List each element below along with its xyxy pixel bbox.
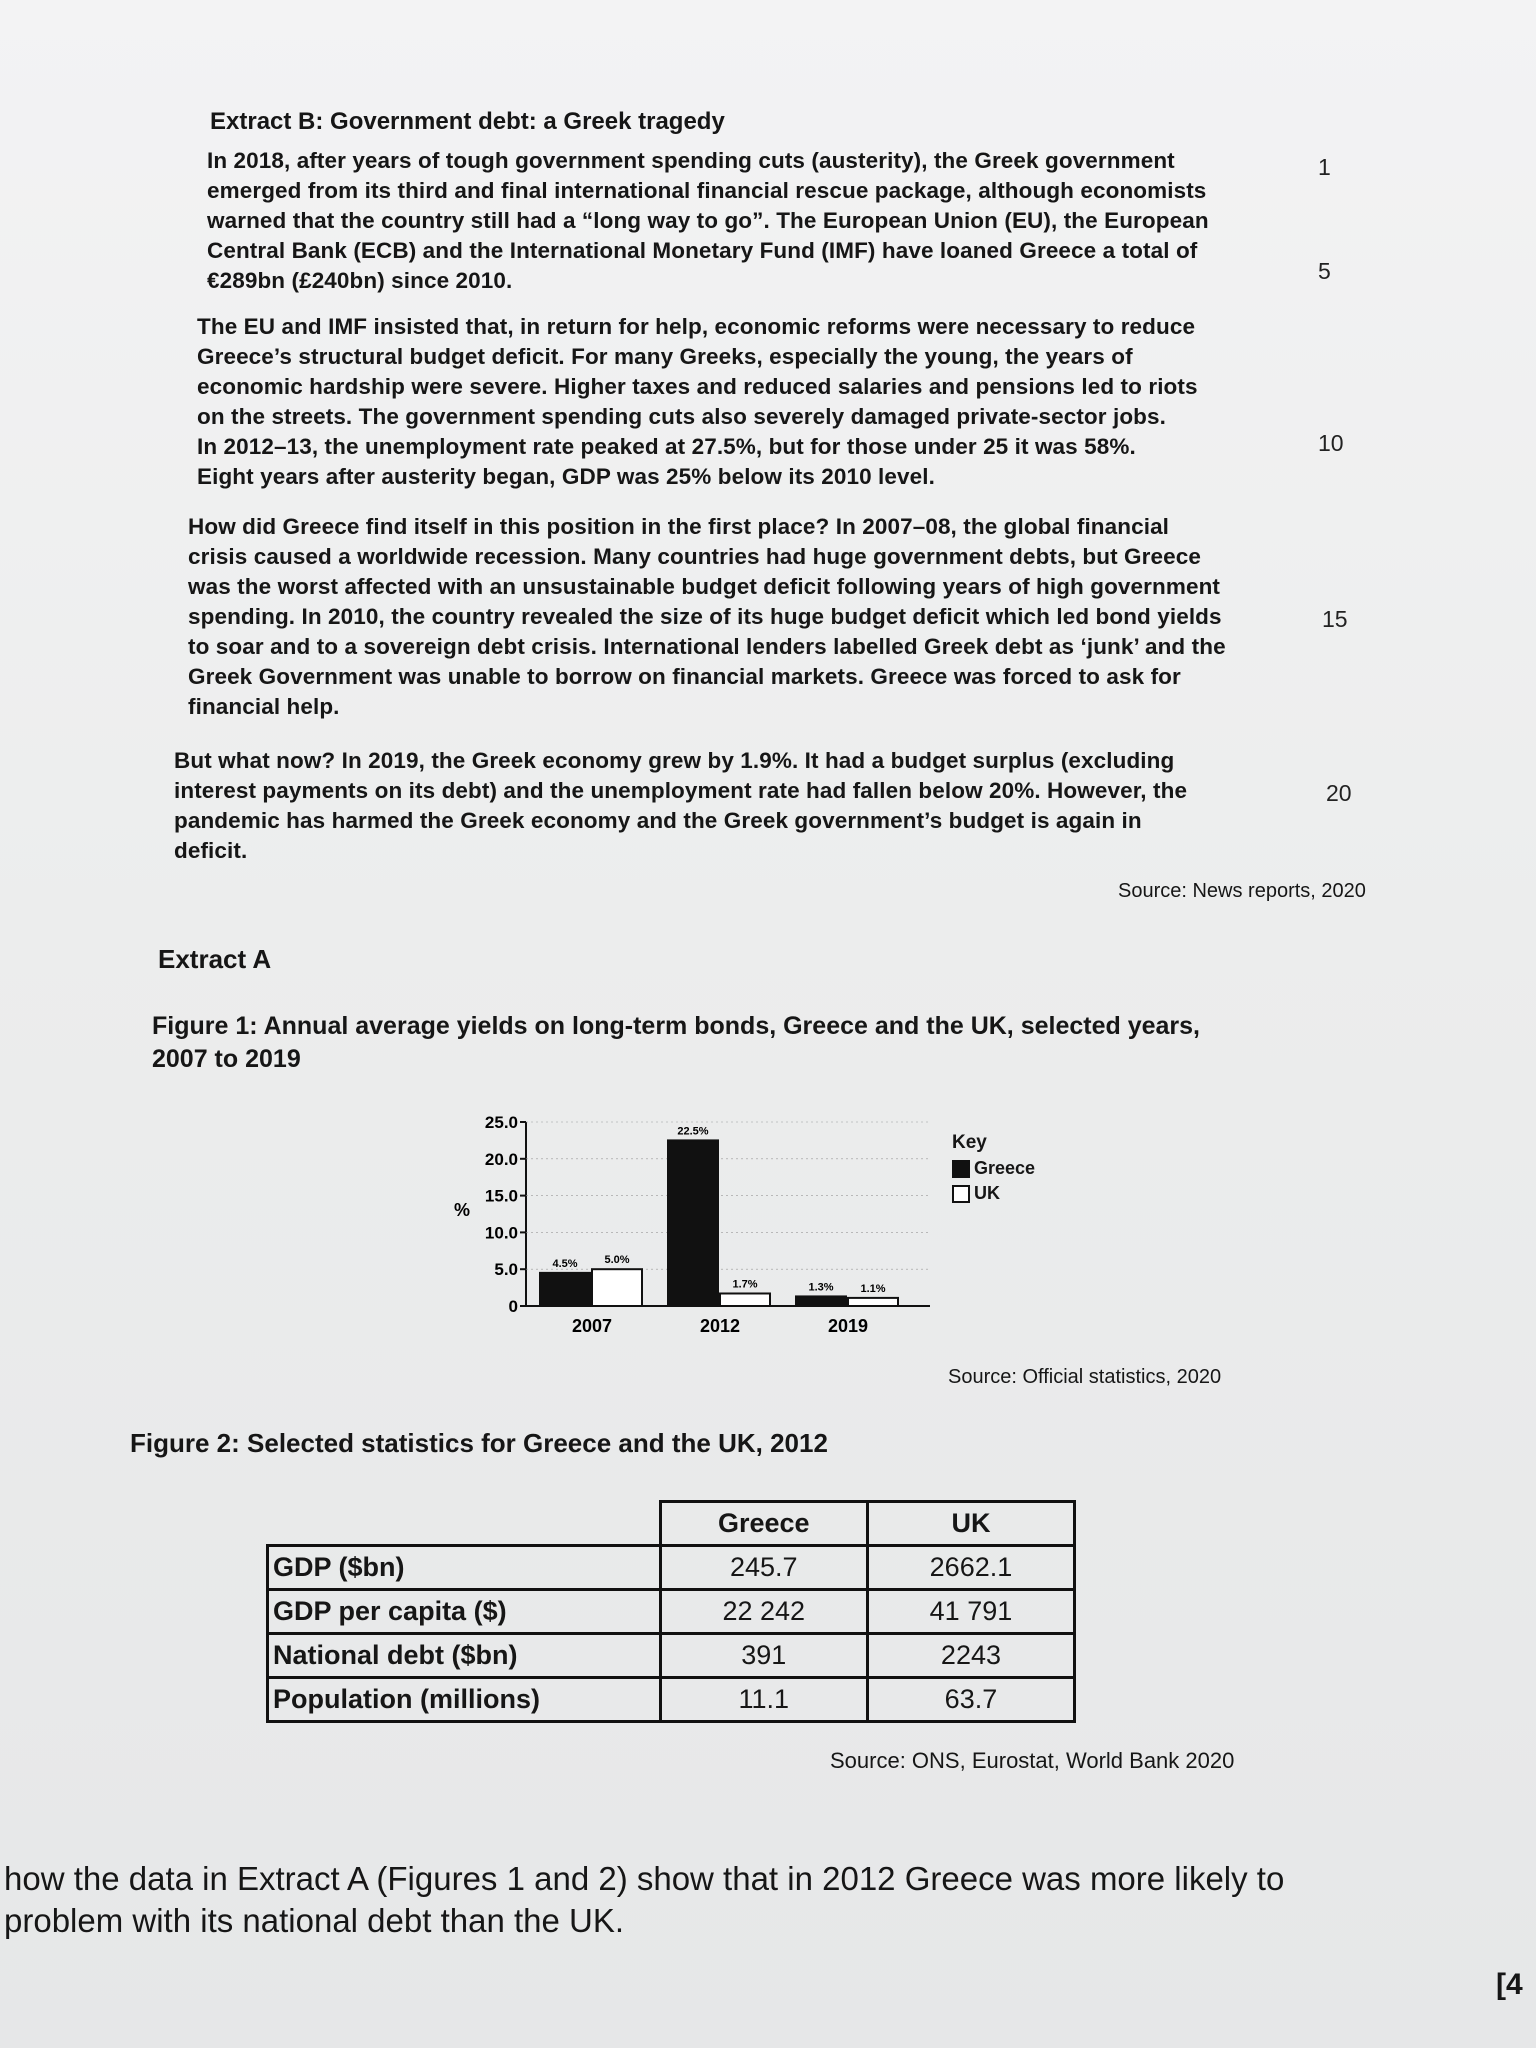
table-row <box>268 1678 1075 1722</box>
bar-greece-2007 <box>540 1273 590 1306</box>
bar-uk-2007 <box>592 1269 642 1306</box>
y-tick-label: 0 <box>508 1297 518 1316</box>
line-number-10: 10 <box>1318 430 1344 456</box>
figure-1-title: Figure 1: Annual average yields on long-term bonds, Greece and the UK, selected years, 2007 to 2019 <box>152 1012 1200 1073</box>
extract-b-source: Source: News reports, 2020 <box>1118 880 1366 902</box>
y-tick-label: 20.0 <box>484 1149 518 1169</box>
greece-value: 11.1 <box>660 1678 867 1722</box>
header-greece: Greece <box>660 1502 867 1546</box>
bond-yield-chart <box>440 1108 960 1338</box>
data-label: 1.3% <box>808 1281 834 1294</box>
bar-greece-2019 <box>796 1296 846 1306</box>
line-number-20: 20 <box>1326 780 1352 806</box>
extract-a-title: Extract A <box>158 944 272 974</box>
y-tick-label: 15.0 <box>484 1186 518 1206</box>
extract-b-paragraph-4: But what now? In 2019, the Greek economy grew by 1.9%. It had a budget surplus (excluding interest payments on its debt) and the unemployment rate had fallen below 20%. However, the pandemic has harmed the Greek economy and the Greek government’s budget is again in deficit. <box>174 748 1188 863</box>
chart-legend <box>952 1132 1035 1204</box>
data-label: 1.1% <box>860 1282 886 1295</box>
line-number-15: 15 <box>1322 606 1348 632</box>
data-label: 4.5% <box>552 1257 578 1270</box>
table-header-row <box>268 1502 1075 1546</box>
y-tick-label: 5.0 <box>494 1260 518 1280</box>
extract-b-paragraph-2: The EU and IMF insisted that, in return for help, economic reforms were necessary to reduce Greece’s structural budget deficit. For many Greeks, especially the young, the years of economic hardship were severe. Higher taxes and reduced salaries and pensions led to riots on the streets. The government spending cuts also severely damaged private-sector jobs. In 2012–13, the unemployment rate peaked at 27.5%, but for those under 25 it was 58%. Eight years after austerity began, GDP was 25% below its 2010 level. <box>197 314 1198 489</box>
greece-swatch <box>952 1160 970 1178</box>
y-tick-label: 25.0 <box>484 1113 518 1132</box>
line-number-1: 1 <box>1318 154 1331 180</box>
legend-label-greece: Greece <box>974 1158 1036 1178</box>
uk-value: 2662.1 <box>867 1546 1074 1590</box>
legend-item-greece <box>952 1158 1035 1179</box>
bar-uk-2012 <box>720 1293 770 1306</box>
extract-b-paragraph-3: How did Greece find itself in this position in the first place? In 2007–08, the global financial crisis caused a worldwide recession. Many countries had huge government debts, but Greece was the worst affected with an unsustainable budget deficit following years of high government spending. In 2010, the country revealed the size of its huge budget deficit which led bond yields to soar and to a sovereign debt crisis. International lenders labelled Greek debt as ‘junk’ and the Greek Government was unable to borrow on financial markets. Greece was forced to ask for financial help. <box>188 514 1226 719</box>
legend-title: Key <box>952 1132 987 1153</box>
row-label: National debt ($bn) <box>268 1634 661 1678</box>
table-row <box>268 1634 1075 1678</box>
header-blank-cell <box>268 1502 661 1546</box>
question-text: how the data in Extract A (Figures 1 and 2) show that in 2012 Greece was more likely to problem with its national debt than the UK. <box>4 1860 1285 1939</box>
legend-item-uk <box>952 1183 1035 1204</box>
uk-swatch <box>952 1185 970 1203</box>
figure-2-title: Figure 2: Selected statistics for Greece and the UK, 2012 <box>130 1428 828 1458</box>
bar-greece-2012 <box>668 1140 718 1306</box>
y-tick-label: 10.0 <box>484 1223 518 1243</box>
line-number-5: 5 <box>1318 258 1331 284</box>
greece-value: 22 242 <box>660 1590 867 1634</box>
table-row <box>268 1546 1075 1590</box>
row-label: GDP per capita ($) <box>268 1590 661 1634</box>
header-uk: UK <box>867 1502 1074 1546</box>
uk-value: 41 791 <box>867 1590 1074 1634</box>
statistics-table <box>266 1500 1076 1723</box>
uk-value: 2243 <box>867 1634 1074 1678</box>
marks-label: [4 <box>1496 1968 1523 2001</box>
figure-1-source: Source: Official statistics, 2020 <box>948 1366 1222 1388</box>
bar-chart-svg <box>440 1108 960 1338</box>
uk-value: 63.7 <box>867 1678 1074 1722</box>
bar-uk-2019 <box>848 1298 898 1306</box>
table-row <box>268 1590 1075 1634</box>
row-label: Population (millions) <box>268 1678 661 1722</box>
greece-value: 245.7 <box>660 1546 867 1590</box>
y-axis-label: % <box>454 1200 471 1220</box>
row-label: GDP ($bn) <box>268 1546 661 1590</box>
legend-label-uk: UK <box>974 1183 1000 1203</box>
data-label: 22.5% <box>677 1125 709 1138</box>
greece-value: 391 <box>660 1634 867 1678</box>
extract-b-paragraph-1: In 2018, after years of tough government spending cuts (austerity), the Greek government emerged from its third and final international financial rescue package, although economists warned that the country still had a “long way to go”. The European Union (EU), the European Central Bank (ECB) and the International Monetary Fund (IMF) have loaned Greece a total of €289bn (£240bn) since 2010. <box>207 148 1209 293</box>
figure-2-source: Source: ONS, Eurostat, World Bank 2020 <box>830 1748 1235 1773</box>
x-tick-label: 2019 <box>827 1316 869 1336</box>
data-label: 5.0% <box>604 1254 630 1267</box>
x-tick-label: 2012 <box>699 1316 741 1336</box>
extract-b-title: Extract B: Government debt: a Greek tragedy <box>210 108 725 135</box>
data-label: 1.7% <box>732 1278 758 1291</box>
x-tick-label: 2007 <box>571 1316 613 1336</box>
